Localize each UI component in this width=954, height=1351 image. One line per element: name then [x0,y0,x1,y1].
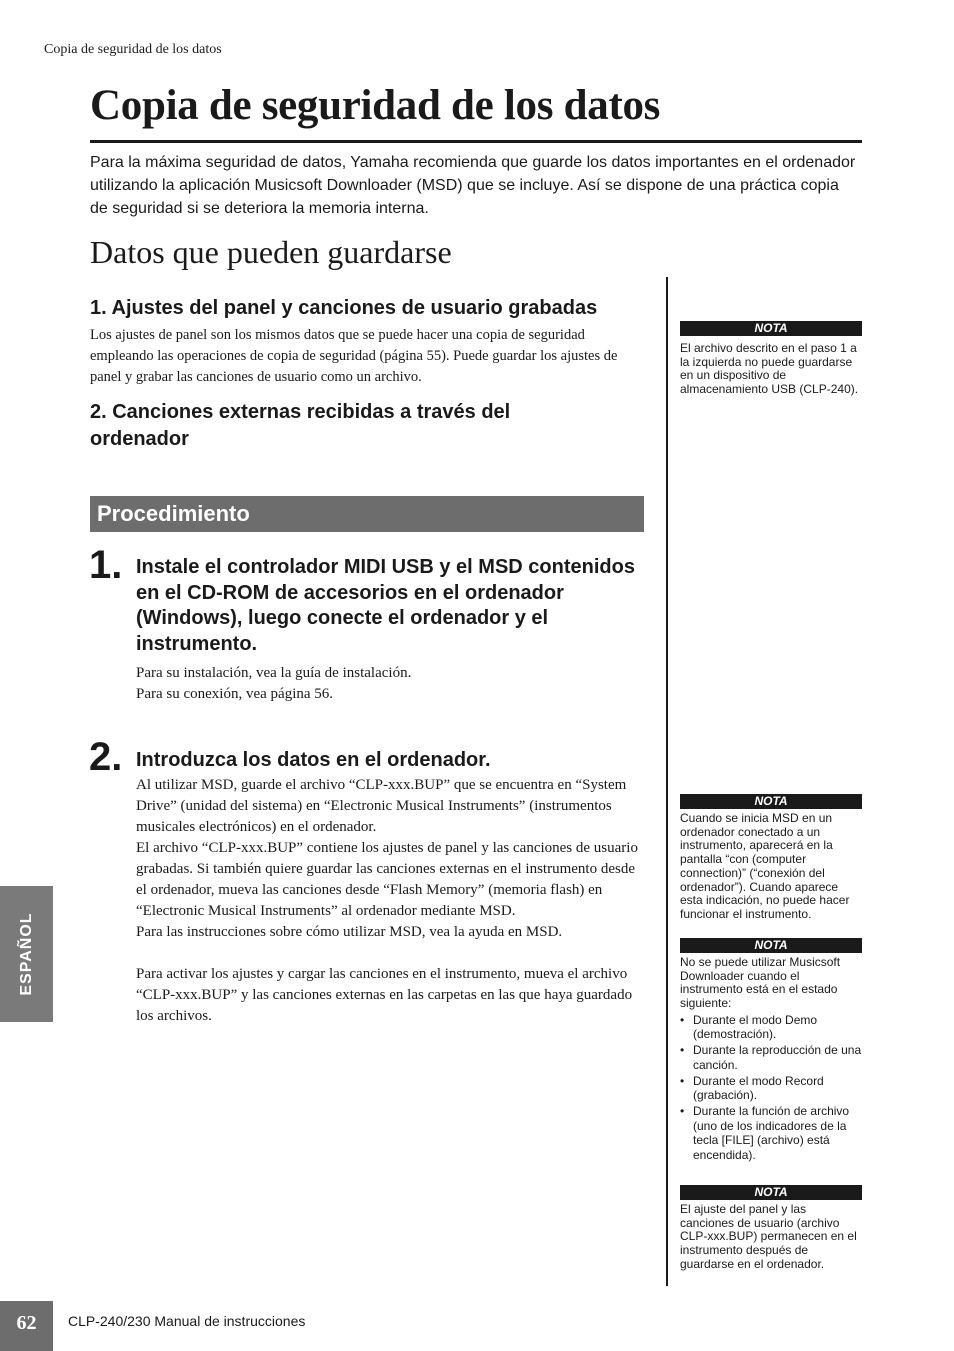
step2-para-4: Para activar los ajustes y cargar las canciones en el instrumento, mueva el archivo “CLP-xxx.BUP” y las canciones externas en las carpetas en las que haya guardado los archivos. [136,966,633,1024]
running-header: Copia de seguridad de los datos [44,42,222,57]
language-tab-label: ESPAÑOL [17,912,35,996]
item1-heading: 1. Ajustes del panel y canciones de usuario grabadas [90,297,598,319]
column-divider [666,277,668,1286]
step2-para-3: Para las instrucciones sobre cómo utilizar MSD, vea la ayuda en MSD. [136,924,563,940]
step2-body [136,775,646,1027]
section-title: Datos que pueden guardarse [90,234,452,270]
step1-details [136,663,636,705]
note-text: No se puede utilizar Musicsoft Downloader cuando el instrumento está en el estado siguiente: [680,955,841,1011]
page-title: Copia de seguridad de los datos [90,80,862,143]
note-label: NOTA [680,794,862,809]
note-bullet-item: • Durante la reproducción de una canción. [680,1043,862,1072]
step1-number: 1. [89,543,123,587]
step1-line-2: Para su conexión, vea página 56. [136,686,334,702]
note-bullet-item: • Durante el modo Demo (demostración). [680,1013,862,1042]
note-1 [680,321,862,397]
step2-para-2: El archivo “CLP-xxx.BUP” contiene los ajustes de panel y las canciones de usuario grabadas. Si también quiere guardar las canciones externas en el instrumento desde el ordenador, mueva las canciones desde “Flash Memory” (memoria flash) en “Electronic Musical Instruments” al ordenador mediante MSD. [136,840,638,919]
procedure-heading: Procedimiento [90,496,644,532]
note-label: NOTA [680,321,862,336]
item2-heading: 2. Canciones externas recibidas a través del ordenador [90,401,511,450]
step1-line-1: Para su instalación, vea la guía de instalación. [136,665,412,681]
note-text: El archivo descrito en el paso 1 a la izquierda no puede guardarse en un dispositivo de almacenamiento USB (CLP-240). [680,341,859,397]
step2-number: 2. [89,735,123,779]
step2-title: Introduzca los datos en el ordenador. [136,749,491,771]
page-number: 62 [0,1301,53,1351]
note-4 [680,1185,862,1272]
note-label: NOTA [680,1185,862,1200]
note-label: NOTA [680,938,862,953]
footer-manual-title: CLP-240/230 Manual de instrucciones [68,1313,306,1329]
note-bullet-item: • Durante el modo Record (grabación). [680,1074,862,1103]
note-3 [680,938,862,1164]
step2-para-1: Al utilizar MSD, guarde el archivo “CLP-xxx.BUP” que se encuentra en “System Drive” (unidad del sistema) en “Electronic Musical Instruments” (instrumentos musicales electrónicos) en el ordenador. [136,777,627,835]
note-bullet-item: • Durante la función de archivo (uno de los indicadores de la tecla [FILE] (archivo) está encendida). [680,1104,862,1162]
intro-paragraph: Para la máxima seguridad de datos, Yamaha recomienda que guarde los datos importantes en el ordenador utilizando la aplicación Musicsoft Downloader (MSD) que se incluye. Así se dispone de una práctica copia de seguridad si se deteriora la memoria interna. [90,154,856,217]
item1-body: Los ajustes de panel son los mismos datos que se puede hacer una copia de seguridad empleando las operaciones de copia de seguridad (página 55). Puede guardar los ajustes de panel y grabar las canciones de usuario como un archivo. [90,327,618,385]
step1-title: Instale el controlador MIDI USB y el MSD contenidos en el CD-ROM de accesorios en el ordenador (Windows), luego conecte el ordenador y el instrumento. [136,556,635,655]
note-text: Cuando se inicia MSD en un ordenador conectado a un instrumento, aparecerá en la pantalla “con (computer connection)” (“conexión del ordenador”). Cuando aparece esta indicación, no puede hacer funcionar el instrumento. [680,811,850,921]
note-2 [680,794,862,922]
language-tab [0,886,53,1022]
note-bullet-list [680,1013,862,1163]
note-text: El ajuste del panel y las canciones de usuario (archivo CLP-xxx.BUP) permanecen en el instrumento después de guardarse en el ordenador. [680,1202,857,1271]
